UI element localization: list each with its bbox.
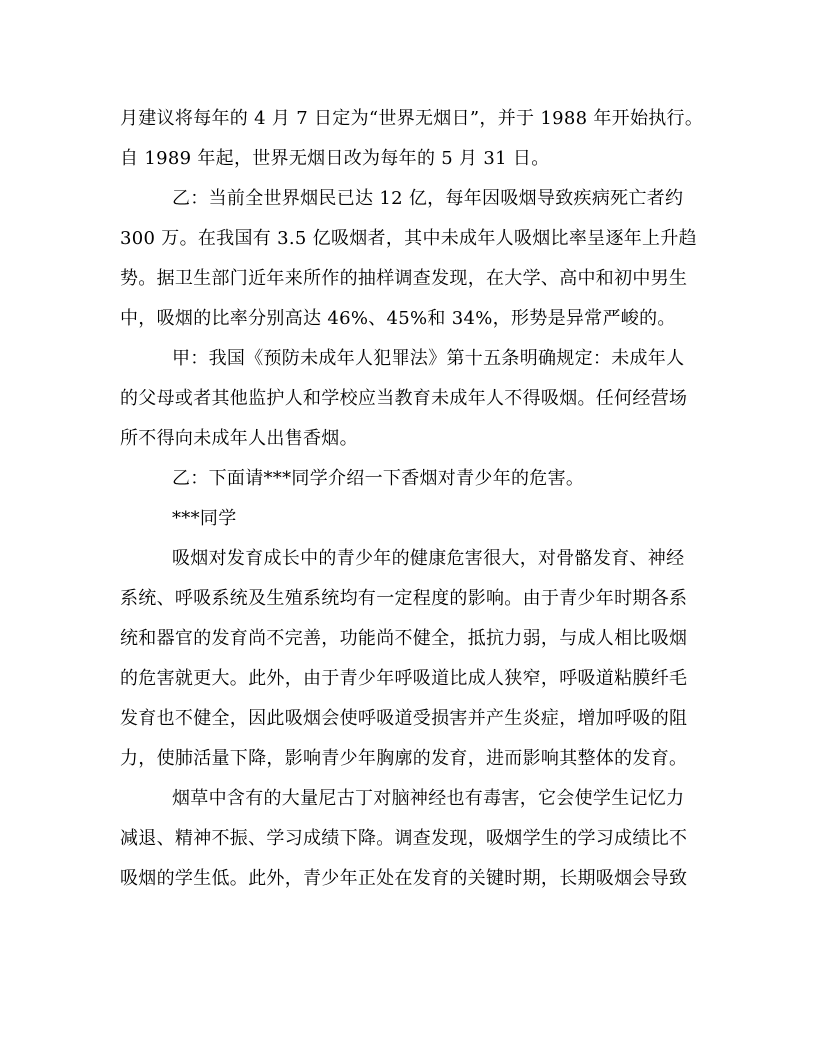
text-line-1: 月建议将每年的 4 月 7 日定为“世界无烟日”，并于 1988 年开始执行。 bbox=[120, 108, 704, 129]
text-line-10: 乙：下面请***同学介绍一下香烟对青少年的危害。 bbox=[172, 468, 585, 489]
text-line-16: 发育也不健全，因此吸烟会使呼吸道受损害并产生炎症，增加呼吸的阻 bbox=[120, 708, 688, 729]
text-line-12: 吸烟对发育成长中的青少年的健康危害很大，对骨骼发育、神经 bbox=[172, 548, 685, 569]
text-line-4: 300 万。在我国有 3.5 亿吸烟者，其中未成年人吸烟比率呈逐年上升趋 bbox=[120, 228, 697, 249]
text-line-2: 自 1989 年起，世界无烟日改为每年的 5 月 31 日。 bbox=[120, 148, 550, 169]
text-line-11: ***同学 bbox=[172, 508, 237, 529]
text-line-9: 所不得向未成年人出售香烟。 bbox=[120, 428, 358, 449]
text-line-8: 的父母或者其他监护人和学校应当教育未成年人不得吸烟。任何经营场 bbox=[120, 388, 688, 409]
text-line-18: 烟草中含有的大量尼古丁对脑神经也有毒害，它会使学生记忆力 bbox=[172, 788, 685, 809]
text-line-5: 势。据卫生部门近年来所作的抽样调查发现，在大学、高中和初中男生 bbox=[120, 268, 688, 289]
text-line-14: 统和器官的发育尚不完善，功能尚不健全，抵抗力弱，与成人相比吸烟 bbox=[120, 628, 688, 649]
text-line-15: 的危害就更大。此外，由于青少年呼吸道比成人狭窄，呼吸道粘膜纤毛 bbox=[120, 668, 688, 689]
text-line-17: 力，使肺活量下降，影响青少年胸廓的发育，进而影响其整体的发育。 bbox=[120, 748, 688, 769]
text-line-3: 乙：当前全世界烟民已达 12 亿，每年因吸烟导致疾病死亡者约 bbox=[172, 188, 684, 209]
text-line-13: 系统、呼吸系统及生殖系统均有一定程度的影响。由于青少年时期各系 bbox=[120, 588, 688, 609]
text-line-19: 减退、精神不振、学习成绩下降。调查发现，吸烟学生的学习成绩比不 bbox=[120, 828, 688, 849]
text-line-6: 中，吸烟的比率分别高达 46%、45%和 34%，形势是异常严峻的。 bbox=[120, 308, 676, 329]
document-page bbox=[120, 99, 704, 899]
text-line-20: 吸烟的学生低。此外，青少年正处在发育的关键时期，长期吸烟会导致 bbox=[120, 868, 688, 889]
text-line-7: 甲：我国《预防未成年人犯罪法》第十五条明确规定：未成年人 bbox=[172, 348, 685, 369]
